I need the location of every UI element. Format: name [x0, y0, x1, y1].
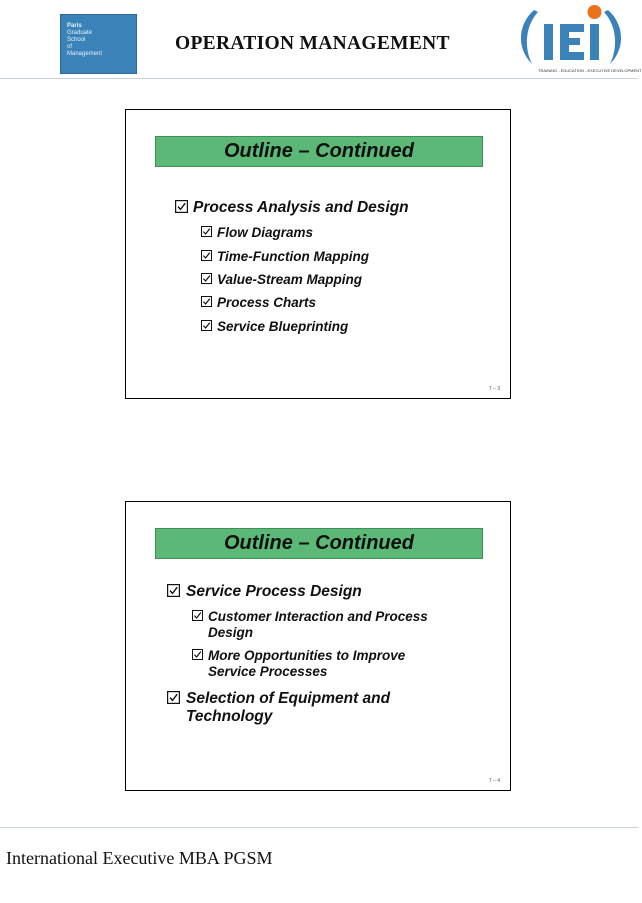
list-item-text: Service Blueprinting: [217, 319, 349, 334]
checkbox-checked-icon: [201, 296, 212, 307]
checkbox-checked-icon: [192, 649, 203, 660]
checkbox-checked-icon: [201, 226, 212, 237]
list-item-text: More Opportunities to Improve Service Processes: [208, 648, 406, 679]
logo-line: School: [67, 37, 86, 43]
list-item-text: Selection of Equipment and Technology: [186, 690, 391, 725]
list-item: [201, 319, 348, 335]
checkbox-checked-icon: [201, 273, 212, 284]
footer-divider: [0, 827, 638, 828]
slide-2: [125, 501, 511, 791]
list-item: [201, 272, 362, 288]
list-item-text: Flow Diagrams: [217, 225, 314, 240]
list-item-text: Process Charts: [217, 295, 317, 310]
list-item: [175, 199, 409, 217]
list-item: [201, 295, 316, 311]
logo-line: Paris: [67, 23, 82, 29]
iei-logo: [512, 2, 642, 78]
header-divider: [0, 78, 638, 79]
list-item: [192, 648, 452, 680]
list-item-text: Process Analysis and Design: [193, 199, 409, 216]
checkbox-checked-icon: [175, 200, 188, 213]
list-item: [167, 690, 437, 726]
logo-line: of: [67, 44, 73, 50]
footer-text: International Executive MBA PGSM: [6, 848, 273, 868]
logo-line: Graduate: [67, 30, 93, 36]
iei-logo-mark: [512, 2, 630, 68]
slide-number: 7 – 4: [488, 778, 500, 784]
list-item: [167, 583, 467, 601]
slide-number: 7 – 3: [488, 386, 500, 392]
list-item: [192, 609, 467, 641]
checkbox-checked-icon: [167, 584, 180, 597]
checkbox-checked-icon: [201, 320, 212, 331]
list-item-text: Time-Function Mapping: [217, 249, 369, 264]
checkbox-checked-icon: [167, 691, 180, 704]
iei-tagline: TRAINING - EDUCATION - EXECUTIVE DEVELOPMENT: [538, 68, 642, 73]
slide-1: [125, 109, 511, 399]
list-item-text: Service Process Design: [186, 583, 362, 600]
list-item: [201, 225, 313, 241]
slide-title: Outline – Continued: [155, 136, 483, 167]
list-item-text: Customer Interaction and Process Design: [208, 609, 428, 640]
slide-title: Outline – Continued: [155, 528, 483, 559]
list-item-text: Value-Stream Mapping: [217, 272, 363, 287]
list-item: [201, 249, 369, 265]
page-title: OPERATION MANAGEMENT: [175, 33, 450, 54]
checkbox-checked-icon: [192, 610, 203, 621]
checkbox-checked-icon: [201, 250, 212, 261]
logo-line: Management: [67, 51, 103, 57]
pgsm-logo: [60, 14, 137, 74]
